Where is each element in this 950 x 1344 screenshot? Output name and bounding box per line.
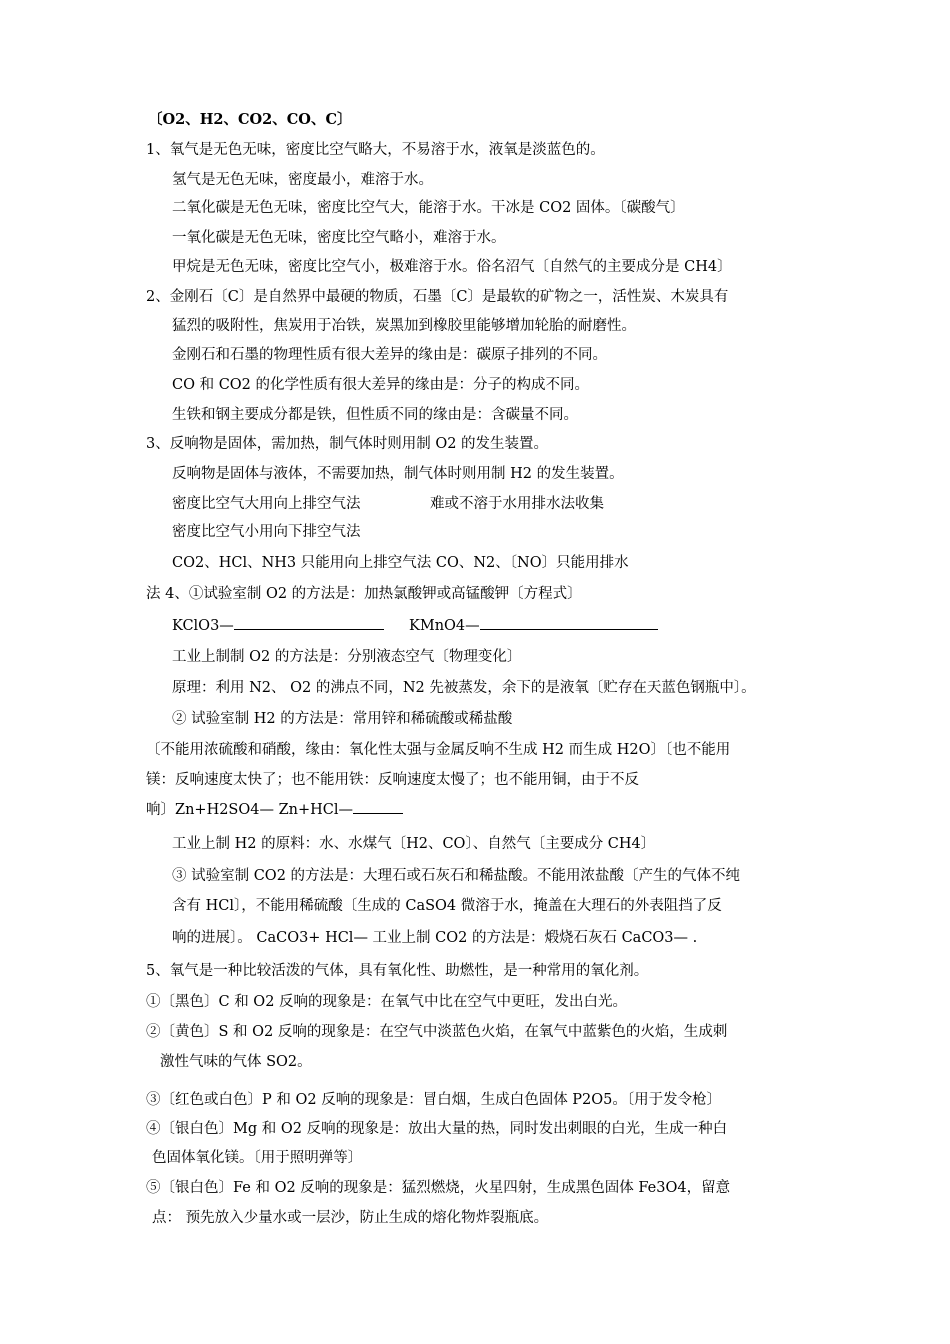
text-line: 镁：反响速度太快了；也不能用铁：反响速度太慢了；也不能用铜，由于不反 bbox=[146, 772, 639, 788]
text-line: 2、金刚石〔C〕是自然界中最硬的物质，石墨〔C〕是最软的矿物之一，活性炭、木炭具有 bbox=[146, 289, 729, 305]
text-line: 甲烷是无色无味，密度比空气小，极难溶于水。俗名沼气〔自然气的主要成分是 CH4〕 bbox=[172, 259, 732, 275]
text-line: 5、氧气是一种比较活泼的气体，具有氧化性、助燃性，是一种常用的氧化剂。 bbox=[146, 963, 649, 979]
equation-kclo3: KClO3— bbox=[172, 618, 234, 634]
text-line: 法 4、①试验室制 O2 的方法是：加热氯酸钾或高锰酸钾〔方程式〕 bbox=[146, 586, 582, 602]
text-line: 反响物是固体与液体，不需要加热，制气体时则用制 H2 的发生装置。 bbox=[172, 466, 624, 482]
text-line: 猛烈的吸附性，焦炭用于冶铁，炭黑加到橡胶里能够增加轮胎的耐磨性。 bbox=[172, 318, 636, 334]
text-line: 生铁和钢主要成分都是铁，但性质不同的缘由是：含碳量不同。 bbox=[172, 407, 578, 423]
equation-zn: 响〕Zn+H2SO4— Zn+HCl— bbox=[146, 802, 354, 818]
text-line: CO2、HCl、NH3 只能用向上排空气法 CO、N2、〔NO〕只能用排水 bbox=[172, 555, 629, 571]
equation-blank bbox=[480, 617, 658, 630]
text-line: CO 和 CO2 的化学性质有很大差异的缘由是：分子的构成不同。 bbox=[172, 377, 590, 393]
text-line: 密度比空气小用向下排空气法 bbox=[172, 524, 361, 540]
text-line: 色固体氧化镁。〔用于照明弹等〕 bbox=[152, 1150, 363, 1166]
equation-line bbox=[172, 616, 658, 636]
text-line: ②〔黄色〕S 和 O2 反响的现象是：在空气中淡蓝色火焰，在氧气中蓝紫色的火焰，生成刺 bbox=[146, 1024, 728, 1040]
text-line: 二氧化碳是无色无味，密度比空气大，能溶于水。干冰是 CO2 固体。〔碳酸气〕 bbox=[172, 200, 685, 216]
text-line: ② 试验室制 H2 的方法是：常用锌和稀硫酸或稀盐酸 bbox=[172, 711, 513, 727]
text-line: 密度比空气大用向上排空气法 bbox=[172, 496, 361, 512]
text-line: 点： 预先放入少量水或一层沙，防止生成的熔化物炸裂瓶底。 bbox=[152, 1210, 549, 1226]
text-line: 工业上制 H2 的原料：水、水煤气〔H2、CO〕、自然气〔主要成分 CH4〕 bbox=[172, 836, 656, 852]
text-line: ③ 试验室制 CO2 的方法是：大理石或石灰石和稀盐酸。不能用浓盐酸〔产生的气体不纯 bbox=[172, 868, 741, 884]
equation-blank bbox=[234, 617, 384, 630]
text-line: ⑤〔银白色〕Fe 和 O2 反响的现象是：猛烈燃烧，火星四射，生成黑色固体 Fe3O4，留意 bbox=[146, 1180, 731, 1196]
text-line: 难或不溶于水用排水法收集 bbox=[430, 496, 604, 512]
text-line: ③〔红色或白色〕P 和 O2 反响的现象是：冒白烟，生成白色固体 P2O5。〔用于发令枪〕 bbox=[146, 1092, 722, 1108]
text-line: 〔不能用浓硫酸和硝酸，缘由：氧化性太强与金属反响不生成 H2 而生成 H2O〕〔也不能用 bbox=[146, 742, 731, 758]
text-line: 一氧化碳是无色无味，密度比空气略小，难溶于水。 bbox=[172, 230, 506, 246]
text-line: 响的进展〕。 CaCO3+ HCl— 工业上制 CO2 的方法是：煅烧石灰石 CaCO3— . bbox=[172, 930, 698, 946]
text-line: 氢气是无色无味，密度最小，难溶于水。 bbox=[172, 172, 433, 188]
text-line: 激性气味的气体 SO2。 bbox=[160, 1054, 312, 1070]
equation-kmno4: KMnO4— bbox=[409, 618, 480, 634]
text-line: 含有 HCl〕，不能用稀硫酸〔生成的 CaSO4 微溶于水，掩盖在大理石的外表阻挡了反 bbox=[172, 898, 722, 914]
text-line: 原理：利用 N2、 O2 的沸点不同，N2 先被蒸发，余下的是液氧〔贮存在天蓝色钢瓶中〕。 bbox=[172, 680, 756, 696]
text-line: 工业上制制 O2 的方法是：分别液态空气〔物理变化〕 bbox=[172, 649, 522, 665]
text-line: ①〔黑色〕C 和 O2 反响的现象是：在氧气中比在空气中更旺，发出白光。 bbox=[146, 994, 628, 1010]
section-header: 〔O2、H2、CO2、CO、C〕 bbox=[148, 111, 352, 128]
text-line: 金刚石和石墨的物理性质有很大差异的缘由是：碳原子排列的不同。 bbox=[172, 347, 607, 363]
equation-blank bbox=[353, 801, 403, 814]
equation-line bbox=[146, 800, 403, 820]
text-line: 1、氧气是无色无味，密度比空气略大，不易溶于水，液氧是淡蓝色的。 bbox=[146, 142, 605, 158]
text-line: 3、反响物是固体，需加热，制气体时则用制 O2 的发生装置。 bbox=[146, 436, 549, 452]
text-line: ④〔银白色〕Mg 和 O2 反响的现象是：放出大量的热，同时发出刺眼的白光，生成一种白 bbox=[146, 1121, 728, 1137]
